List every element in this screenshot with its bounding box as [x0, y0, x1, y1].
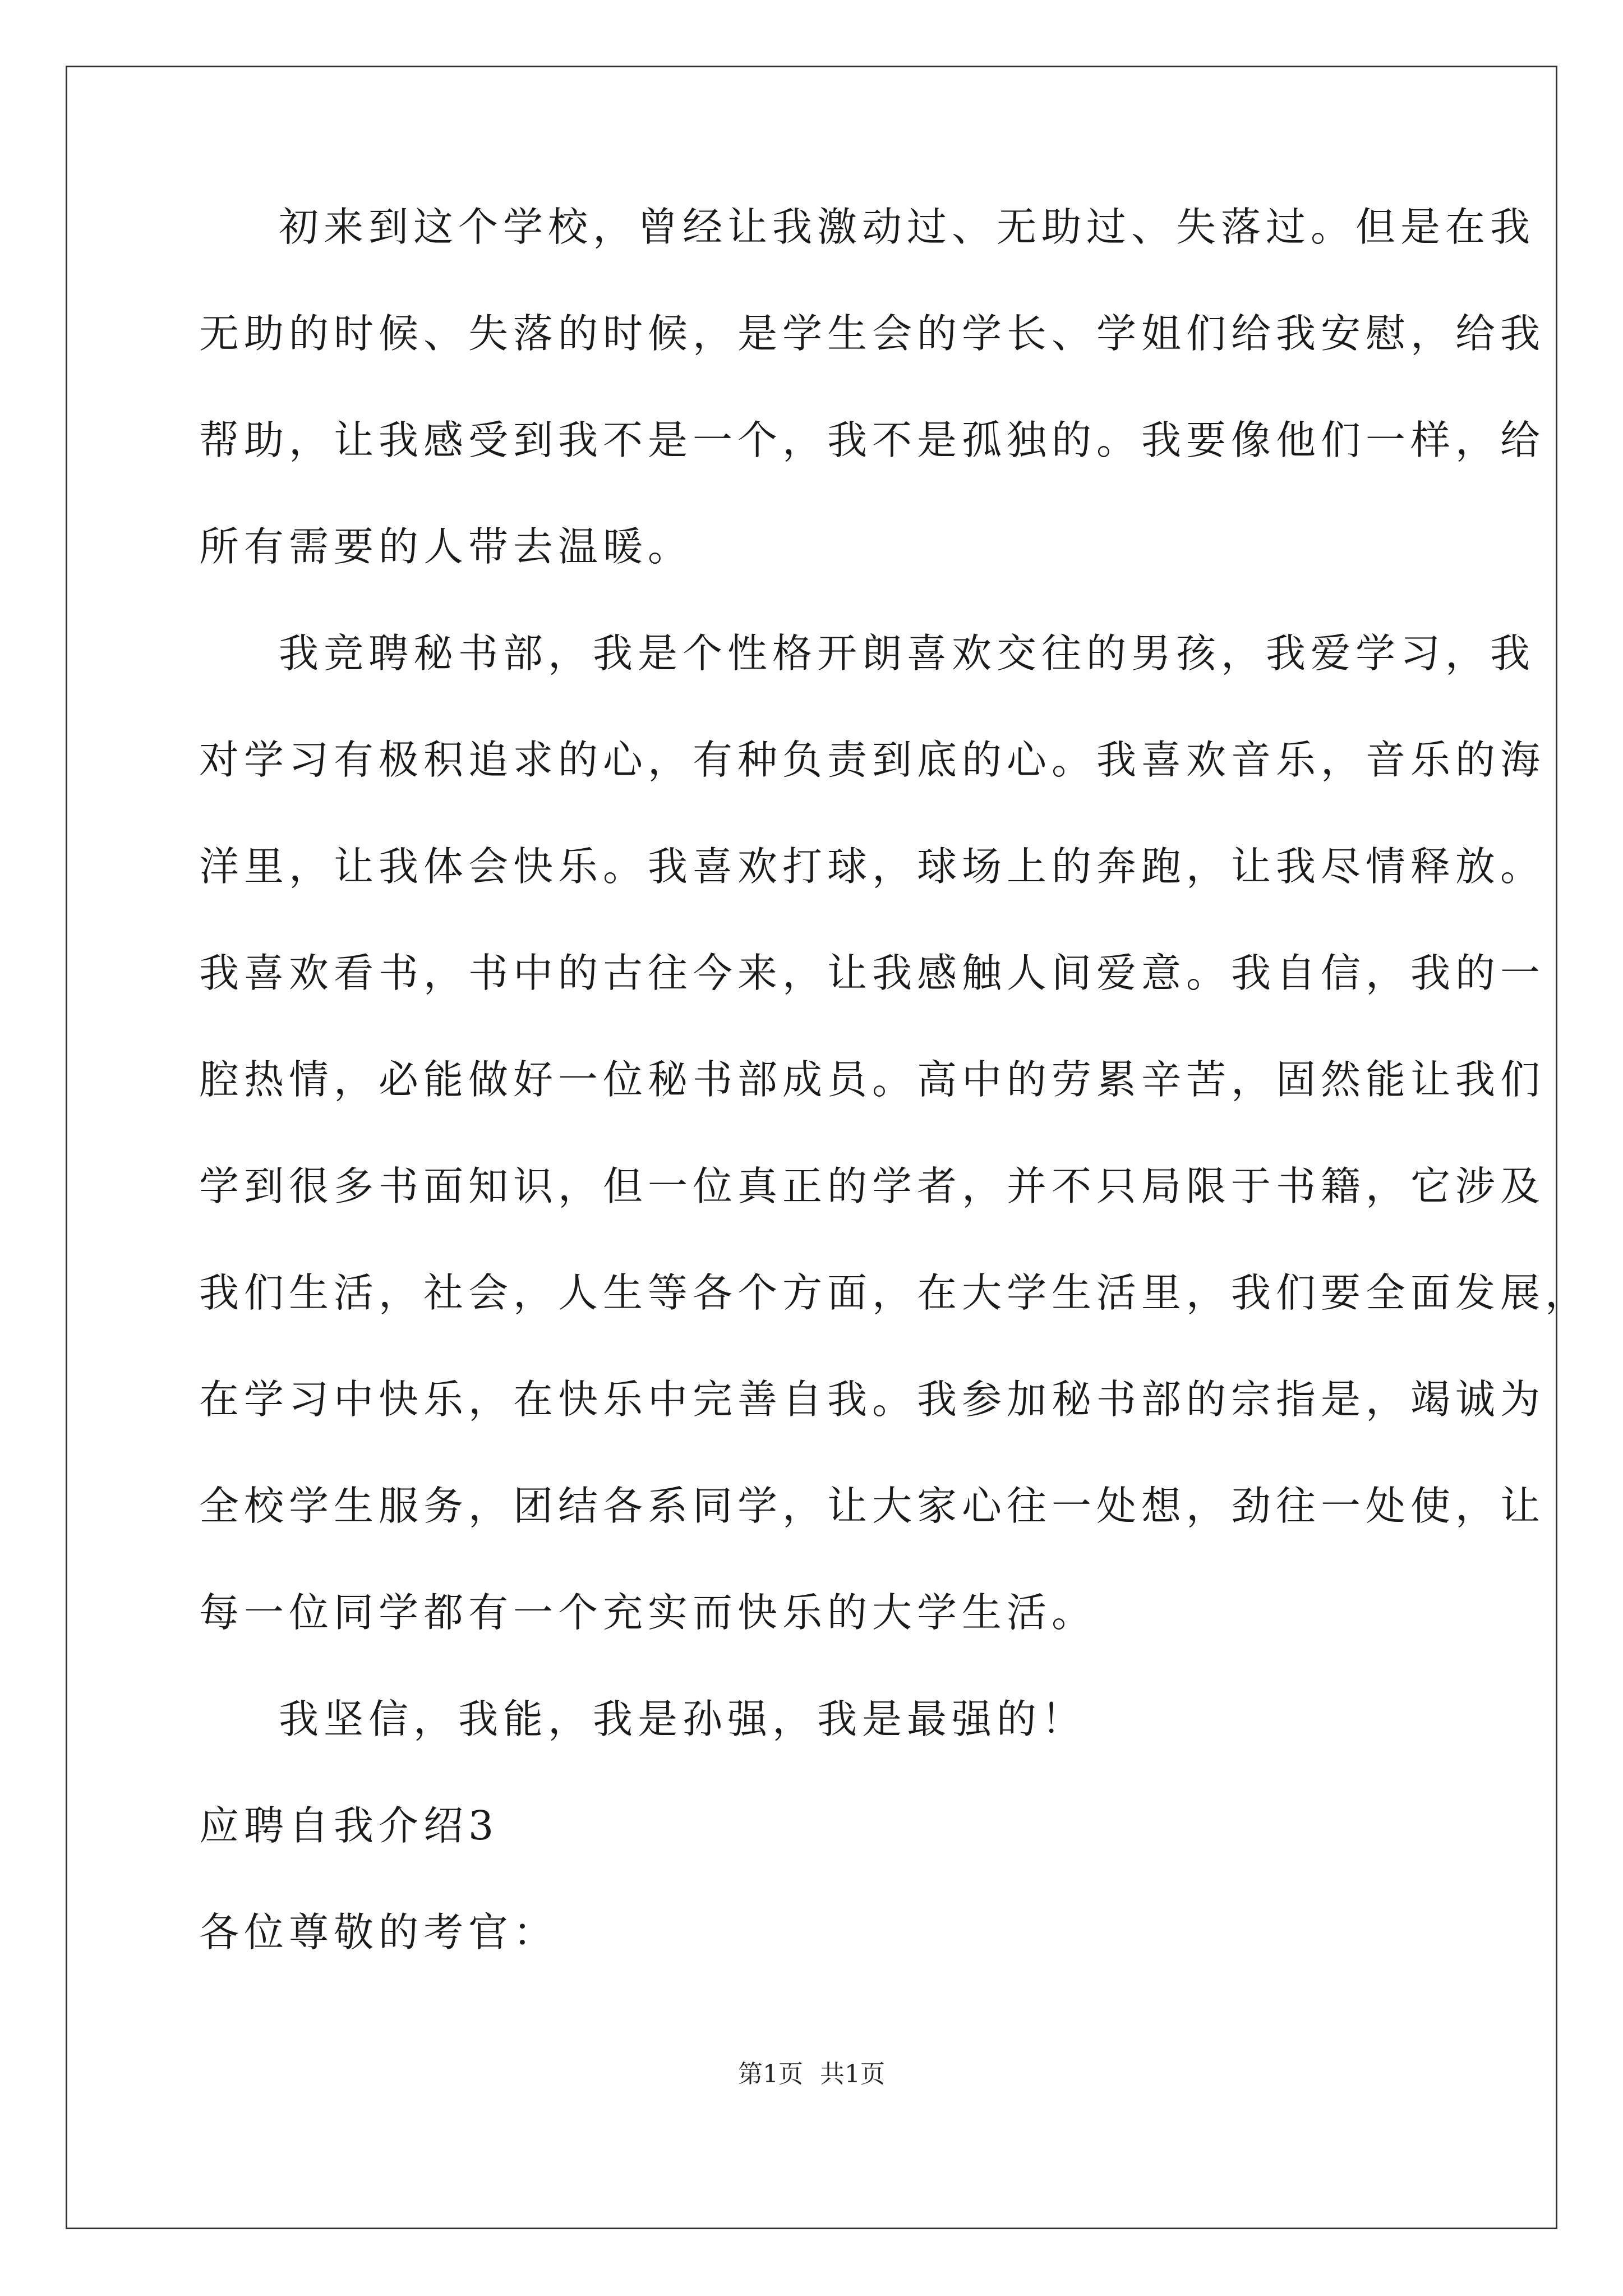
text-line-12: 在学习中快乐，在快乐中完善自我。我参加秘书部的宗指是，竭诚为 — [199, 1376, 1546, 1423]
page-footer — [0, 2058, 1623, 2091]
text-line-1: 初来到这个学校，曾经让我激动过、无助过、失落过。但是在我 — [279, 204, 1536, 250]
text-line-5: 我竞聘秘书部，我是个性格开朗喜欢交往的男孩，我爱学习，我 — [279, 630, 1536, 677]
page-number-current: 第1页 — [738, 2060, 803, 2088]
text-line-2: 无助的时候、失落的时候，是学生会的学长、学姐们给我安慰，给我 — [199, 310, 1546, 357]
section-heading: 应聘自我介绍3 — [199, 1802, 499, 1849]
text-line-11: 我们生活，社会，人生等各个方面，在大学生活里，我们要全面发展， — [199, 1269, 1590, 1316]
page-number-total: 共1页 — [820, 2060, 885, 2088]
salutation-line: 各位尊敬的考官： — [199, 1909, 559, 1955]
text-line-15: 我坚信，我能，我是孙强，我是最强的！ — [279, 1696, 1087, 1742]
text-line-8: 我喜欢看书，书中的古往今来，让我感触人间爱意。我自信，我的一 — [199, 950, 1546, 996]
text-line-13: 全校学生服务，团结各系同学，让大家心往一处想，劲往一处使，让 — [199, 1483, 1546, 1529]
text-line-4: 所有需要的人带去温暖。 — [199, 523, 693, 570]
text-line-10: 学到很多书面知识，但一位真正的学者，并不只局限于书籍，它涉及 — [199, 1163, 1546, 1209]
text-line-9: 腔热情，必能做好一位秘书部成员。高中的劳累辛苦，固然能让我们 — [199, 1056, 1546, 1103]
text-line-14: 每一位同学都有一个充实而快乐的大学生活。 — [199, 1589, 1097, 1636]
text-line-6: 对学习有极积追求的心，有种负责到底的心。我喜欢音乐，音乐的海 — [199, 737, 1546, 783]
text-line-7: 洋里，让我体会快乐。我喜欢打球，球场上的奔跑，让我尽情释放。 — [199, 843, 1546, 890]
text-line-3: 帮助，让我感受到我不是一个，我不是孤独的。我要像他们一样，给 — [199, 417, 1546, 463]
